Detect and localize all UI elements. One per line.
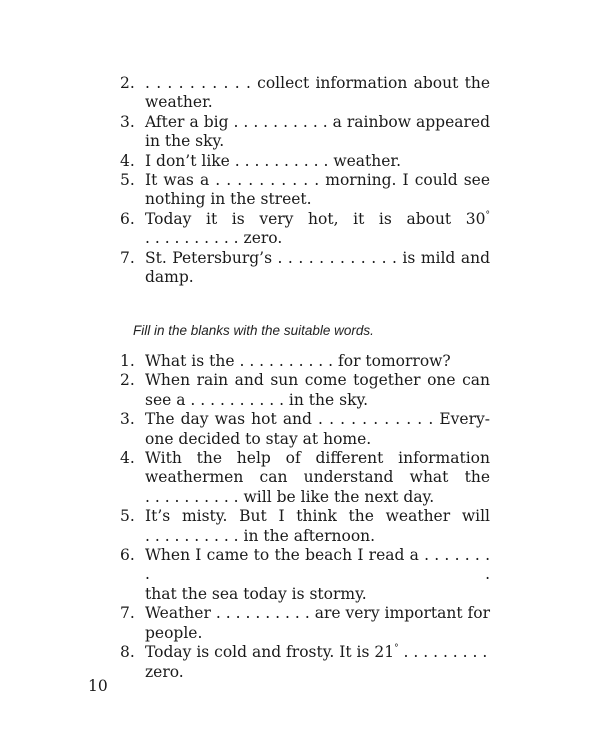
item-line: It’s misty. But I think the weather will	[145, 507, 490, 526]
item-line: . . . . . . . . . . will be like the next day.	[145, 487, 435, 506]
item-line: nothing in the street.	[145, 190, 312, 209]
list-item	[112, 604, 490, 643]
page-number: 10	[88, 677, 108, 695]
item-line	[145, 210, 490, 229]
list-item	[112, 410, 490, 449]
list-item	[112, 210, 490, 249]
item-number: 3.	[120, 410, 135, 429]
item-number: 1.	[120, 352, 135, 370]
item-line: . . . . . . . . . . zero.	[145, 229, 283, 248]
list-item	[112, 352, 490, 371]
item-line: . . . . . . . . . . collect information about the	[145, 74, 490, 92]
item-number: 6.	[120, 546, 135, 565]
list-item	[112, 643, 490, 682]
item-line: When rain and sun come together one can	[145, 371, 490, 390]
list-item	[112, 507, 490, 546]
list-item	[112, 113, 490, 152]
exercise-bottom-list	[112, 352, 490, 682]
item-line: one decided to stay at home.	[145, 429, 372, 448]
item-line: zero.	[145, 662, 184, 681]
item-line: people.	[145, 623, 203, 642]
list-item	[112, 249, 490, 288]
item-number: 7.	[120, 604, 135, 623]
item-line: weathermen can understand what the	[145, 468, 490, 487]
list-item	[112, 171, 490, 210]
exercise-instruction: Fill in the blanks with the suitable words.	[133, 323, 374, 338]
item-line: When I came to the beach I read a . . . . . . . . .	[145, 546, 490, 584]
blank-dots: . . . . . . . . .	[398, 643, 488, 662]
item-line: I don’t like . . . . . . . . . . weather.	[145, 151, 402, 170]
degree-symbol: °	[394, 643, 399, 654]
exercise-top-list	[112, 74, 490, 287]
list-item	[112, 449, 490, 507]
item-number: 5.	[120, 507, 135, 526]
item-number: 3.	[120, 112, 135, 131]
item-number: 6.	[120, 209, 135, 228]
item-number: 8.	[120, 643, 135, 662]
item-number: 5.	[120, 171, 135, 190]
item-line: The day was hot and . . . . . . . . . . . Every-	[145, 410, 490, 429]
list-item	[112, 74, 490, 113]
item-number: 4.	[120, 449, 135, 468]
item-number: 2.	[120, 371, 135, 390]
item-line: . . . . . . . . . . in the afternoon.	[145, 526, 376, 545]
item-line: St. Petersburg’s . . . . . . . . . . . . is mild and	[145, 248, 490, 267]
item-line: weather.	[145, 93, 213, 112]
list-item	[112, 371, 490, 410]
item-line: damp.	[145, 268, 194, 287]
list-item	[112, 152, 490, 171]
item-line: What is the . . . . . . . . . . for tomorrow?	[145, 352, 451, 370]
item-line: Weather . . . . . . . . . . are very important for	[145, 604, 490, 623]
item-line-text: Today is cold and frosty. It is 21	[145, 643, 395, 662]
item-line: With the help of different information	[145, 449, 490, 468]
item-line: It was a . . . . . . . . . . morning. I could see	[145, 171, 490, 190]
item-number: 7.	[120, 248, 135, 267]
item-line: After a big . . . . . . . . . . a rainbow appeared	[145, 112, 490, 131]
item-line: in the sky.	[145, 132, 225, 151]
list-item	[112, 546, 490, 604]
item-line	[145, 643, 490, 662]
item-line: that the sea today is stormy.	[145, 584, 367, 603]
item-number: 4.	[120, 151, 135, 170]
item-number: 2.	[120, 74, 135, 92]
item-line-text: Today it is very hot, it is about 30	[145, 209, 486, 228]
item-line: see a . . . . . . . . . . in the sky.	[145, 390, 369, 409]
degree-symbol: °	[485, 210, 490, 221]
